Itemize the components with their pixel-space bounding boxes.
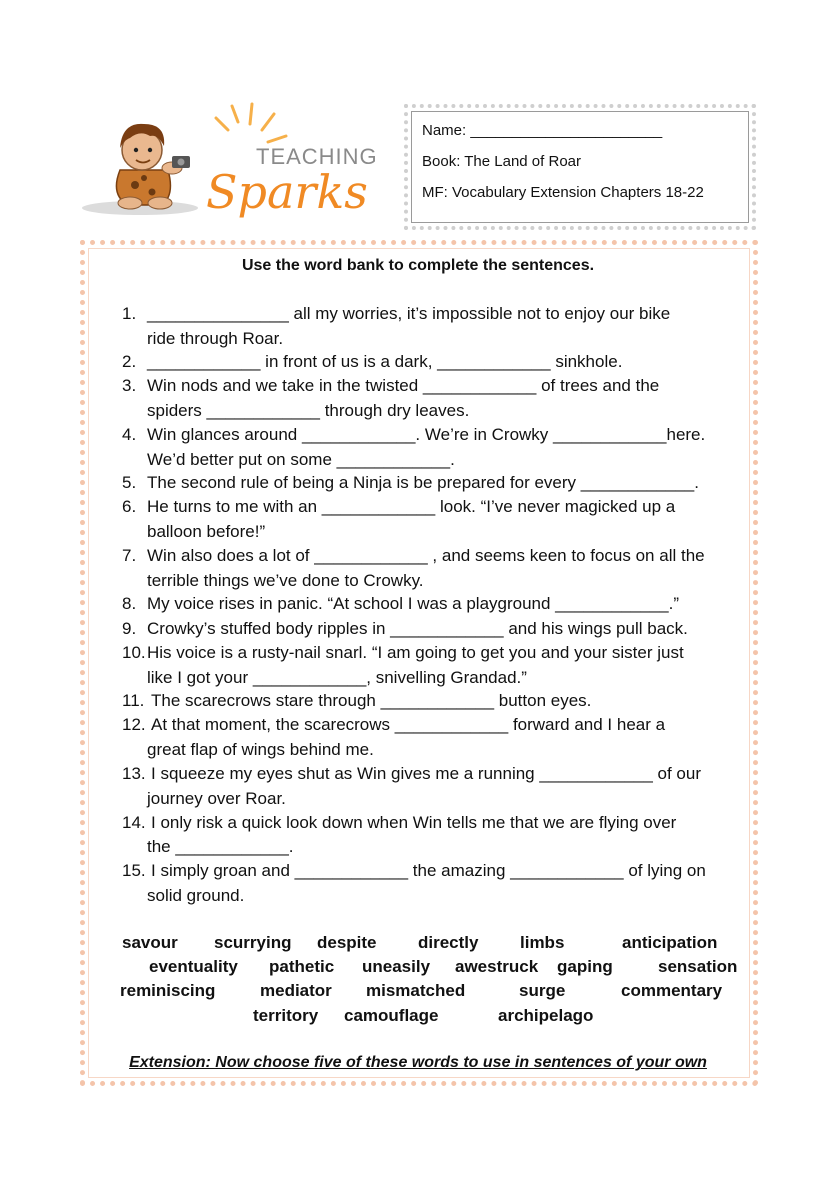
logo-text-top: TEACHING — [256, 144, 378, 169]
word-bank-item: reminiscing — [120, 981, 216, 1000]
name-field[interactable]: Name: _______________________ — [422, 122, 663, 139]
student-info-box — [404, 104, 756, 230]
question-text: At that moment, the scarecrows ____________ forward and I hear a — [151, 715, 666, 734]
question-number: 1. — [122, 304, 137, 323]
question-text: The second rule of being a Ninja is be prepared for every ____________. — [147, 473, 699, 492]
question-text: We’d better put on some ____________. — [147, 450, 455, 469]
question-number: 14. — [122, 813, 146, 832]
question-text: I only risk a quick look down when Win tells me that we are flying over — [151, 813, 677, 832]
question-number: 13. — [122, 764, 146, 783]
word-bank-item: awestruck — [455, 957, 539, 976]
question-text: Crowky’s stuffed body ripples in ____________ and his wings pull back. — [147, 619, 688, 638]
word-bank-item: commentary — [621, 981, 723, 1000]
book-title: Book: The Land of Roar — [422, 153, 581, 170]
word-bank-item: sensation — [658, 957, 738, 976]
question-number: 10. — [122, 643, 146, 662]
question-number: 3. — [122, 376, 137, 395]
question-text: like I got your ____________, snivelling Grandad.” — [147, 668, 527, 687]
question-number: 9. — [122, 619, 137, 638]
caveman-mascot-icon — [80, 100, 400, 230]
word-bank-item: archipelago — [498, 1006, 594, 1025]
question-text: solid ground. — [147, 886, 245, 905]
mf-title: MF: Vocabulary Extension Chapters 18-22 — [422, 184, 704, 201]
word-bank-item: surge — [519, 981, 566, 1000]
question-text: The scarecrows stare through ____________ button eyes. — [151, 691, 592, 710]
question-text: _______________ all my worries, it’s impossible not to enjoy our bike — [147, 304, 671, 323]
question-number: 6. — [122, 497, 137, 516]
question-text: spiders ____________ through dry leaves. — [147, 401, 470, 420]
word-bank-item: pathetic — [269, 957, 335, 976]
question-text: journey over Roar. — [147, 789, 286, 808]
question-number: 5. — [122, 473, 137, 492]
question-number: 2. — [122, 352, 137, 371]
question-text: His voice is a rusty-nail snarl. “I am going to get you and your sister just — [147, 643, 684, 662]
word-bank-item: despite — [317, 933, 377, 952]
word-bank-item: camouflage — [344, 1006, 439, 1025]
question-text: My voice rises in panic. “At school I was a playground ____________.” — [147, 594, 680, 613]
word-bank-item: directly — [418, 933, 479, 952]
word-bank-item: savour — [122, 933, 178, 952]
question-text: the ____________. — [147, 837, 294, 856]
instruction-heading: Use the word bank to complete the sentences. — [241, 257, 595, 274]
question-number: 4. — [122, 425, 137, 444]
question-text: He turns to me with an ____________ look. “I’ve never magicked up a — [147, 497, 676, 516]
question-number: 12. — [122, 715, 146, 734]
question-text: ride through Roar. — [147, 329, 284, 348]
question-text: Win also does a lot of ____________ , and seems keen to focus on all the — [147, 546, 705, 565]
word-bank-item: mismatched — [366, 981, 466, 1000]
question-number: 15. — [122, 861, 146, 880]
question-text: I squeeze my eyes shut as Win gives me a running ____________ of our — [151, 764, 702, 783]
question-text: terrible things we’ve done to Crowky. — [147, 571, 424, 590]
question-number: 7. — [122, 546, 137, 565]
word-bank-item: uneasily — [362, 957, 431, 976]
question-number: 8. — [122, 594, 137, 613]
word-bank-item: mediator — [260, 981, 332, 1000]
teaching-sparks-logo — [80, 100, 400, 230]
word-bank-item: limbs — [520, 933, 565, 952]
question-text: great flap of wings behind me. — [147, 740, 374, 759]
word-bank-item: gaping — [557, 957, 613, 976]
logo-text-bottom: Sparks — [206, 165, 368, 219]
word-bank-item: eventuality — [149, 957, 238, 976]
question-text: ____________ in front of us is a dark, ____________ sinkhole. — [147, 352, 623, 371]
word-bank-item: territory — [253, 1006, 319, 1025]
question-text: balloon before!” — [147, 522, 266, 541]
question-number: 11. — [122, 691, 145, 710]
question-text: Win nods and we take in the twisted ____________ of trees and the — [147, 376, 660, 395]
question-text: Win glances around ____________. We’re in Crowky ____________here. — [147, 425, 706, 444]
extension-instruction: Extension: Now choose five of these words to use in sentences of your own — [129, 1054, 707, 1071]
word-bank-item: scurrying — [214, 933, 292, 952]
question-text: I simply groan and ____________ the amazing ____________ of lying on — [151, 861, 706, 880]
word-bank-item: anticipation — [622, 933, 718, 952]
